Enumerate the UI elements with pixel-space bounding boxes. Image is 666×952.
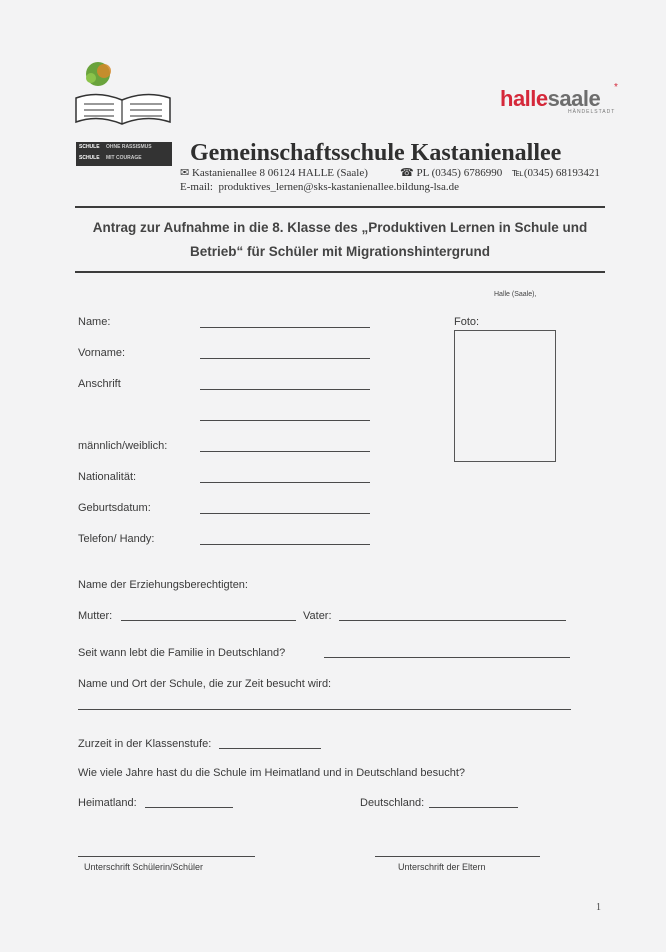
grade-label: Zurzeit in der Klassenstufe: <box>78 738 212 750</box>
anschrift-field-2[interactable] <box>200 420 370 421</box>
fax-line: ℡(0345) 68193421 <box>512 167 600 179</box>
signature-student-label: Unterschrift Schülerin/Schüler <box>84 862 204 872</box>
deutschland-field[interactable] <box>429 807 518 808</box>
address-line: ✉ Kastanienallee 8 06124 HALLE (Saale) <box>180 167 368 179</box>
name-label: Name: <box>78 316 111 328</box>
badge-row1-left: SCHULE <box>79 144 100 150</box>
vorname-field[interactable] <box>200 358 370 359</box>
photo-box[interactable] <box>454 330 556 462</box>
form-title <box>75 216 605 264</box>
heimatland-field[interactable] <box>145 807 233 808</box>
form-title-line2: Betrieb“ für Schüler mit Migrationshintergrund <box>189 244 491 259</box>
anschrift-field-1[interactable] <box>200 389 370 390</box>
vater-field[interactable] <box>339 620 566 621</box>
guardians-heading: Name der Erziehungsberechtigten: <box>78 579 248 591</box>
nationalitaet-label: Nationalität: <box>78 471 137 483</box>
telefon-label: Telefon/ Handy: <box>78 533 155 545</box>
signature-parents-label: Unterschrift der Eltern <box>398 862 486 872</box>
courage-badge <box>76 142 172 166</box>
badge-row1-right: OHNE RASSISMUS <box>106 144 152 150</box>
place-date: Halle (Saale), <box>494 291 537 298</box>
city-logo-part1: halle <box>500 86 548 111</box>
badge-row2-right: MIT COURAGE <box>106 155 142 161</box>
phone-line: ☎ PL (0345) 6786990 <box>400 167 503 179</box>
mutter-label: Mutter: <box>78 610 113 622</box>
vorname-label: Vorname: <box>78 347 126 359</box>
fax-icon: ℡ <box>512 167 524 179</box>
star-icon: * <box>614 82 618 93</box>
page-number: 1 <box>596 902 601 913</box>
geschlecht-field[interactable] <box>200 451 370 452</box>
school-question-label: Name und Ort der Schule, die zur Zeit besucht wird: <box>78 678 332 690</box>
vater-label: Vater: <box>303 610 332 622</box>
name-field[interactable] <box>200 327 370 328</box>
since-when-field[interactable] <box>324 657 570 658</box>
city-logo-sub: HÄNDELSTADT <box>568 109 616 115</box>
title-rule <box>75 271 605 273</box>
school-name: Gemeinschaftsschule Kastanienallee <box>190 140 562 166</box>
photo-label: Foto: <box>454 316 480 328</box>
email-line: E-mail: produktives_lernen@sks-kastanienallee.bildung-lsa.de <box>180 181 459 193</box>
nationalitaet-field[interactable] <box>200 482 370 483</box>
envelope-icon: ✉ <box>180 167 190 179</box>
school-book-logo <box>72 60 174 128</box>
geschlecht-label: männlich/weiblich: <box>78 440 168 452</box>
anschrift-label: Anschrift <box>78 378 121 390</box>
school-question-field[interactable] <box>78 709 571 710</box>
email-link[interactable]: produktives_lernen@sks-kastanienallee.bildung-lsa.de <box>218 181 459 193</box>
geburtsdatum-label: Geburtsdatum: <box>78 502 151 514</box>
city-logo-part2: saale <box>547 86 601 111</box>
signature-student-line[interactable] <box>78 856 255 857</box>
grade-field[interactable] <box>219 748 321 749</box>
years-question-label: Wie viele Jahre hast du die Schule im Heimatland und in Deutschland besucht? <box>78 767 466 779</box>
badge-row2-left: SCHULE <box>79 155 100 161</box>
header-rule <box>75 206 605 208</box>
geburtsdatum-field[interactable] <box>200 513 370 514</box>
deutschland-label: Deutschland: <box>360 797 425 809</box>
telefon-field[interactable] <box>200 544 370 545</box>
heimatland-label: Heimatland: <box>78 797 137 809</box>
since-when-label: Seit wann lebt die Familie in Deutschland? <box>78 647 286 659</box>
form-title-line1: Antrag zur Aufnahme in die 8. Klasse des „Produktiven Lernen in Schule und <box>92 220 588 235</box>
phone-icon: ☎ <box>400 167 414 179</box>
signature-parents-line[interactable] <box>375 856 540 857</box>
mutter-field[interactable] <box>121 620 296 621</box>
